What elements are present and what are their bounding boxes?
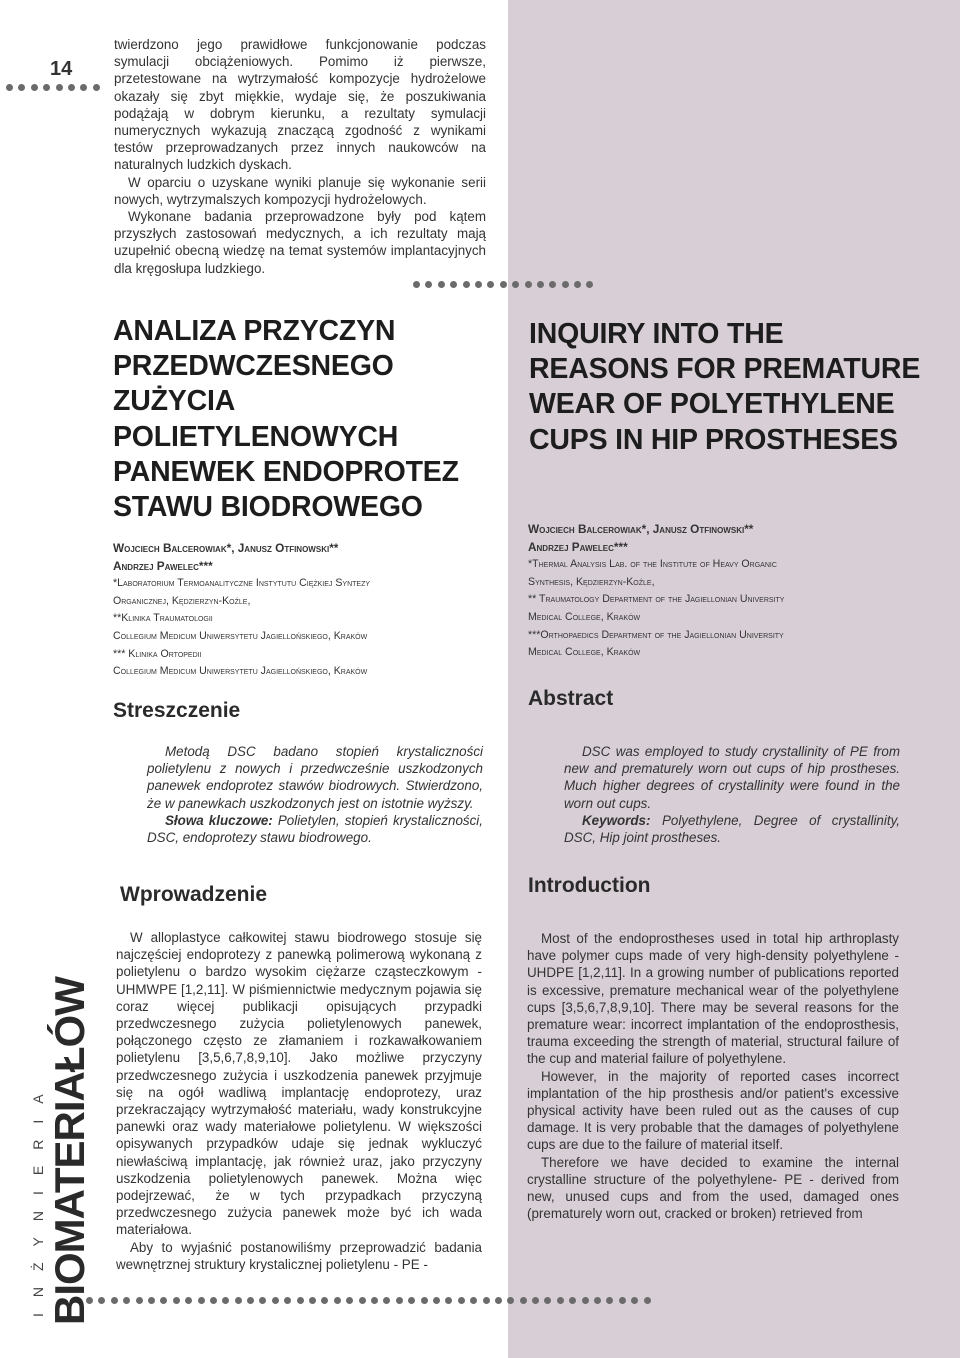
polish-affiliation: Collegium Medicum Uniwersytetu Jagiellońskiego, Kraków xyxy=(113,665,368,678)
journal-brand-small: INŻYNIERIA xyxy=(30,1078,46,1317)
polish-affiliation: *** Klinika Ortopedii xyxy=(113,647,202,660)
english-affiliation: ** Traumatology Department of the Jagiellonian University xyxy=(528,593,785,606)
polish-abstract-text: Metodą DSC badano stopień krystaliczności polietylenu z nowych i przedwcześnie uszkodzonych panewek endoprotez stawów biodrowych. Stwierdzono, że w panewkach uszkodzonych jest on istotnie wyższy. xyxy=(147,744,483,811)
polish-affiliation: Collegium Medicum Uniwersytetu Jagiellońskiego, Kraków xyxy=(113,629,368,642)
polish-affiliation: *Laboratorium Termoanalityczne Instytutu Ciężkiej Syntezy xyxy=(113,577,371,590)
top-paragraph: twierdzono jego prawidłowe funkcjonowanie podczas symulacji obciążeniowych. Pomimo iż pierwsze, przetestowane na wytrzymałość kompozycje hydrożelowe okazały się zbyt miękkie, wydaje się, że poszukiwania podążają w dobrym kierunku, a rezultaty symulacji numerycznych wykazują znaczącą zgodność z wynikami testów przeprowadzanych przez innych naukowców na naturalnych ludzkich dyskach. xyxy=(114,37,486,173)
english-intro-heading: Introduction xyxy=(528,874,651,897)
english-authors xyxy=(528,521,918,662)
english-affiliation: Medical College, Kraków xyxy=(528,646,641,659)
polish-keywords: Polietylen, stopień krystaliczności, DSC, endoprotezy stawu biodrowego. xyxy=(147,812,483,846)
polish-affiliation: Organicznej, Kędzierzyn-Koźle, xyxy=(113,594,251,607)
english-abstract-heading: Abstract xyxy=(528,687,614,710)
top-paragraph: Wykonane badania przeprowadzone były pod kątem przyszłych zastosowań medycznych, a ich rezultaty mają uzupełnić obecną wiedzę na temat systemów implantacyjnych dla kręgosłupa ludzkiego. xyxy=(114,209,486,276)
english-abstract xyxy=(564,743,900,846)
top-paragraph: W oparciu o uzyskane wyniki planuje się wykonanie serii nowych, wytrzymalszych kompozycji hydrożelowych. xyxy=(114,174,486,207)
english-intro-paragraph: Most of the endoprostheses used in total hip arthroplasty have polymer cups made of very high-density polyethylene - UHDPE [1,2,11]. In a growing number of publications reported is excessive, premature mechanical wear of the polyethylene cups [3,5,6,7,8,9,10]. There may be several reasons for the premature wear: incorrect implantation of the endoprosthesis, trauma exceeding the strength of material, structural failure of the cup and material failure of polyethylene. xyxy=(527,931,899,1067)
journal-brand xyxy=(30,977,93,1325)
english-keywords-label: Keywords: xyxy=(582,812,651,828)
polish-intro-text xyxy=(116,929,482,1273)
english-author-names: Wojciech Balcerowiak*, Janusz Otfinowski** xyxy=(528,522,754,536)
polish-abstract xyxy=(147,743,483,846)
english-affiliation: Synthesis, Kędzierzyn-Koźle, xyxy=(528,575,655,588)
polish-author-names: Wojciech Balcerowiak*, Janusz Otfinowski** xyxy=(113,541,339,555)
english-author-names-2: Andrzej Pawelec*** xyxy=(528,539,628,554)
polish-intro-paragraph: W alloplastyce całkowitej stawu biodrowego stosuje się najczęściej endoprotezy z panewką polimerową wykonaną z polietylenu o bardzo wysokim ciężarze cząsteczkowym - UHMWPE [1,2,11]. W piśmiennictwie medycznym pojawia się coraz więcej publikacji opisujących przypadki przedwczesnego zużycia polietylenowych panewek, połączonego często ze złamaniem i rozkawałkowaniem polietylenu [3,5,6,7,8,9,10]. Jako możliwe przyczyny przedwczesnego zużycia i uszkodzenia panewek przyjmuje się na ogół wadliwą implantację endoprotezy, uraz przekraczający wytrzymałość materiału, wady konstrukcyjne panewki oraz wady materiałowe polietylenu. W większości opisywanych przypadków udaje się jednak wykluczyć niewłaściwą implantację, jak również uraz, jako przyczyny uszkodzenia polietylenowych panewek. Można więc podejrzewać, że w tych przypadkach przyczyną przedwczesnego zużycia panewek może być ich wada materiałowa. xyxy=(116,930,482,1238)
polish-authors xyxy=(113,540,493,681)
polish-intro-paragraph: Aby to wyjaśnić postanowiliśmy przeprowadzić badania wewnętrznej struktury krystalicznej polietylenu - PE - xyxy=(116,1239,482,1272)
english-intro-paragraph: Therefore we have decided to examine the internal crystalline structure of the polyethylene- PE - derived from new, unused cups and from the used, damaged ones (prematurely worn out, cracked or broken) retrieved from xyxy=(527,1154,899,1222)
bottom-dots xyxy=(86,1297,656,1304)
english-affiliation: ***Orthopaedics Department of the Jagiellonian University xyxy=(528,628,784,641)
polish-title: ANALIZA PRZYCZYN PRZEDWCZESNEGO ZUŻYCIA POLIETYLENOWYCH PANEWEK ENDOPROTEZ STAWU BIODROWEGO xyxy=(113,315,459,524)
polish-author-names-2: Andrzej Pawelec*** xyxy=(113,558,213,573)
english-intro-paragraph: However, in the majority of reported cases incorrect implantation of the hip prosthesis and/or patient's excessive physical activity have been ruled out as the causes of cup damage. It is very probable that the damages of polyethylene cups are due to the failure of material itself. xyxy=(527,1068,899,1153)
polish-abstract-heading: Streszczenie xyxy=(113,699,241,722)
english-affiliation: Medical College, Kraków xyxy=(528,610,641,623)
polish-affiliation: **Klinika Traumatologii xyxy=(113,612,213,625)
english-keywords: Polyethylene, Degree of crystallinity, DSC, Hip joint prostheses. xyxy=(564,812,900,846)
polish-intro-heading: Wprowadzenie xyxy=(120,883,268,906)
polish-keywords-label: Słowa kluczowe: xyxy=(165,812,273,828)
english-abstract-text: DSC was employed to study crystallinity of PE from new and prematurely worn out cups of hip prostheses. Much higher degrees of crystallinity were found in the worn out cups. xyxy=(564,744,900,811)
page-number: 14 xyxy=(50,58,73,80)
top-continuation-text xyxy=(114,36,486,277)
journal-brand-large: BIOMATERIAŁÓW xyxy=(46,977,93,1325)
english-affiliation: *Thermal Analysis Lab. of the Institute of Heavy Organic xyxy=(528,558,777,571)
page-number-dots xyxy=(6,84,105,91)
english-intro-text xyxy=(527,930,899,1222)
section-separator-dots xyxy=(413,281,599,288)
english-title: INQUIRY INTO THE REASONS FOR PREMATURE WEAR OF POLYETHYLENE CUPS IN HIP PROSTHESES xyxy=(529,318,921,456)
